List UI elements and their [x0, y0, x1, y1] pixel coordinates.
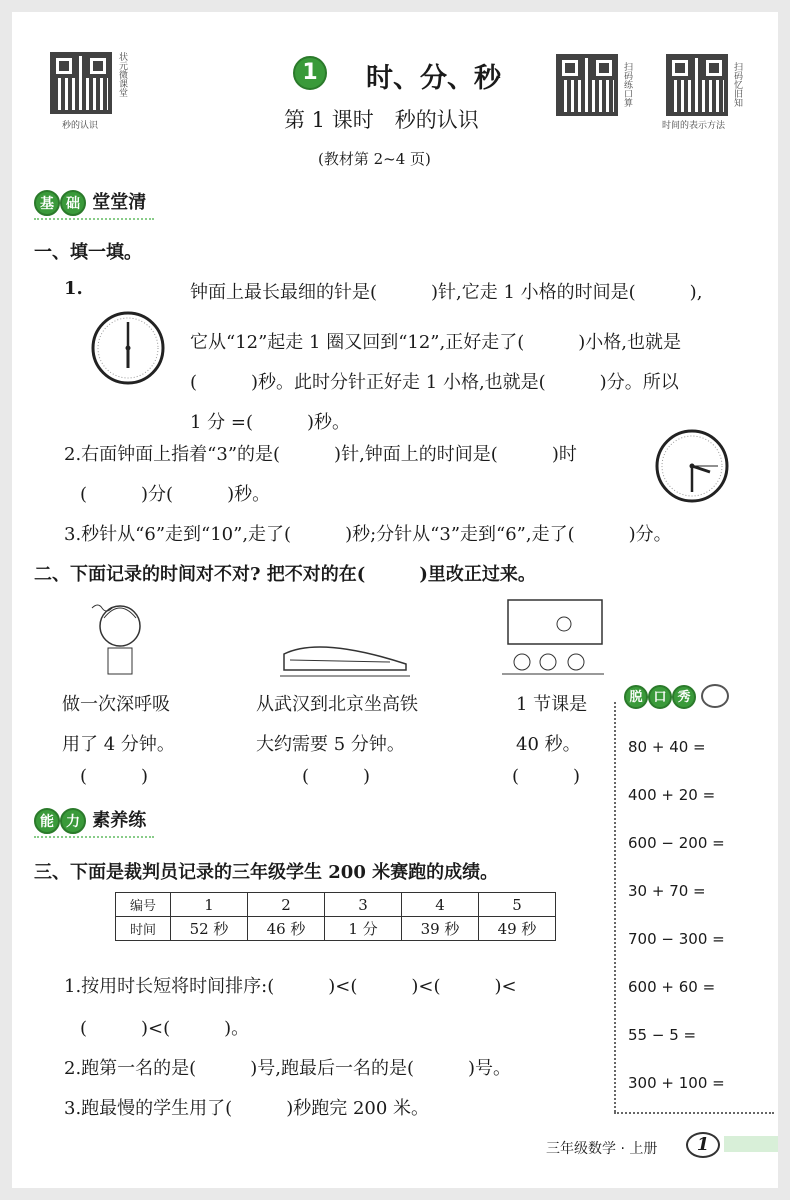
table-header-row	[116, 893, 556, 917]
unit-number-badge: 1	[293, 56, 327, 90]
sidebar-divider	[614, 702, 616, 1112]
classroom-illustration	[498, 598, 608, 678]
divider	[34, 836, 154, 838]
q1-line: 钟面上最长最细的针是( )针,它走 1 小格的时间是( ),	[190, 282, 703, 303]
item-text: 从武汉到北京坐高铁	[256, 694, 418, 715]
mental-math-item: 30 + 70 =	[628, 882, 706, 900]
divider	[34, 218, 154, 220]
table-cell: 1 分	[325, 917, 402, 941]
clock-icon	[654, 428, 730, 504]
badge-char: 脱	[624, 685, 648, 709]
mental-math-item: 400 + 20 =	[628, 786, 716, 804]
mental-math-item: 300 + 100 =	[628, 1074, 725, 1092]
badge-char: 口	[648, 685, 672, 709]
lesson-title: 第 1 课时 秒的认识	[284, 108, 479, 132]
section-title: 堂堂清	[92, 192, 147, 213]
p3-q1-line: 1.按用时长短将时间排序:( )<( )<( )<	[64, 976, 517, 997]
part2-title: 二、下面记录的时间对不对? 把不对的在( )里改正过来。	[34, 564, 536, 585]
item-text: 1 节课是	[516, 694, 588, 715]
qr-code[interactable]	[50, 52, 112, 114]
table-cell: 3	[325, 893, 402, 917]
clock-icon	[90, 310, 166, 386]
mental-math-item: 80 + 40 =	[628, 738, 706, 756]
q1-line: ( )秒。此时分针正好走 1 小格,也就是( )分。所以	[190, 372, 679, 393]
answer-blank[interactable]: ( )	[302, 766, 371, 787]
page-number: 1	[686, 1132, 720, 1158]
badge-char: 基	[34, 190, 60, 216]
table-cell: 49 秒	[479, 917, 556, 941]
q1-line: 1 分 =( )秒。	[190, 412, 351, 433]
table-row	[116, 917, 556, 941]
q1-number: 1.	[64, 278, 83, 299]
mental-math-item: 700 − 300 =	[628, 930, 725, 948]
p3-q3-line: 3.跑最慢的学生用了( )秒跑完 200 米。	[64, 1098, 430, 1119]
table-cell: 39 秒	[402, 917, 479, 941]
section-title: 素养练	[92, 810, 147, 831]
badge-char: 秀	[672, 685, 696, 709]
table-cell: 46 秒	[248, 917, 325, 941]
qr-code[interactable]	[556, 54, 618, 116]
breathing-child-illustration	[90, 598, 150, 678]
table-cell: 编号	[116, 893, 171, 917]
textbook-pages: (教材第 2~4 页)	[318, 150, 431, 168]
qr-caption: 时间的表示方法	[662, 121, 726, 131]
footer-book-title: 三年级数学 · 上册	[546, 1141, 658, 1157]
worksheet-page	[12, 12, 778, 1188]
qr-caption: 秒的认识	[62, 121, 99, 131]
q1-line: 它从“12”起走 1 圈又回到“12”,正好走了( )小格,也就是	[190, 332, 681, 353]
qr-side-label: 状元微课堂	[117, 52, 127, 97]
p3-q1-line: ( )<( )。	[80, 1018, 250, 1039]
table-cell: 时间	[116, 917, 171, 941]
p3-q2-line: 2.跑第一名的是( )号,跑最后一名的是( )号。	[64, 1058, 511, 1079]
mascot-icon	[701, 684, 729, 708]
sidebar-heading	[624, 684, 729, 709]
mental-math-item: 55 − 5 =	[628, 1026, 697, 1044]
table-cell: 4	[402, 893, 479, 917]
decorative-band	[724, 1136, 778, 1152]
section-heading-ability	[34, 806, 146, 834]
part3-title: 三、下面是裁判员记录的三年级学生 200 米赛跑的成绩。	[34, 862, 499, 883]
q2-line: ( )分( )秒。	[80, 484, 271, 505]
table-cell: 2	[248, 893, 325, 917]
item-text: 40 秒。	[516, 734, 581, 755]
section-heading-basic	[34, 188, 146, 216]
table-cell: 5	[479, 893, 556, 917]
q2-line: 2.右面钟面上指着“3”的是( )针,钟面上的时间是( )时	[64, 444, 577, 465]
answer-blank[interactable]: ( )	[80, 766, 149, 787]
item-text: 大约需要 5 分钟。	[256, 734, 405, 755]
qr-code[interactable]	[666, 54, 728, 116]
qr-side-label: 扫码忆旧知	[732, 62, 742, 107]
badge-char: 能	[34, 808, 60, 834]
results-table	[115, 892, 556, 941]
mental-math-item: 600 − 200 =	[628, 834, 725, 852]
footer-divider	[614, 1112, 774, 1114]
item-text: 做一次深呼吸	[62, 694, 170, 715]
unit-title: 时、分、秒	[366, 63, 501, 94]
answer-blank[interactable]: ( )	[512, 766, 581, 787]
q3-line: 3.秒针从“6”走到“10”,走了( )秒;分针从“3”走到“6”,走了( )分。	[64, 524, 672, 545]
item-text: 用了 4 分钟。	[62, 734, 175, 755]
badge-char: 础	[60, 190, 86, 216]
table-cell: 1	[171, 893, 248, 917]
train-illustration	[280, 632, 410, 678]
table-cell: 52 秒	[171, 917, 248, 941]
badge-char: 力	[60, 808, 86, 834]
qr-side-label: 扫码练口算	[622, 62, 632, 107]
mental-math-item: 600 + 60 =	[628, 978, 716, 996]
part1-title: 一、填一填。	[34, 242, 142, 263]
